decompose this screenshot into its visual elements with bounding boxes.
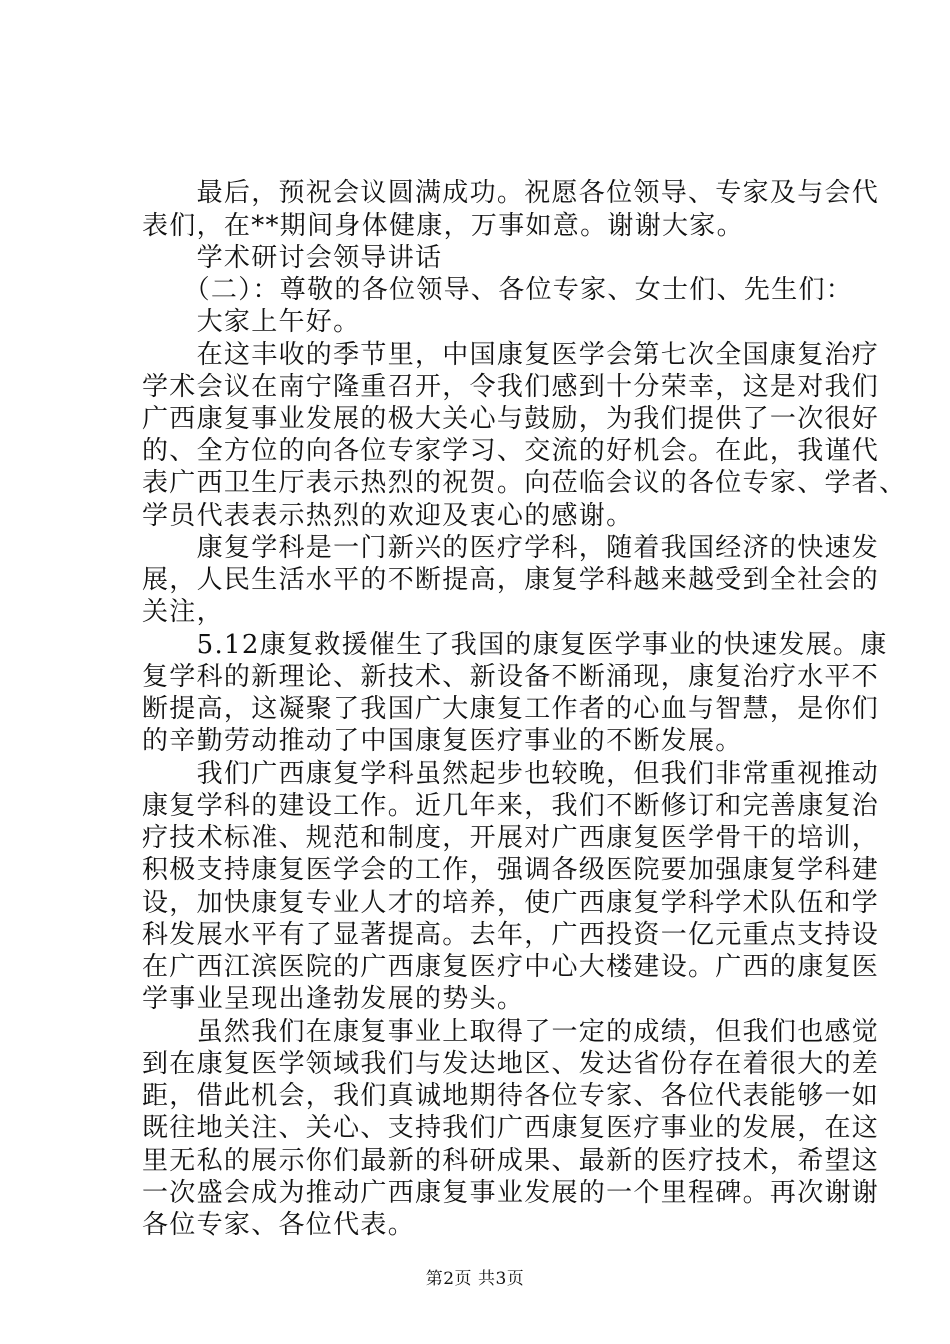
text-line: 积极支持康复医学会的工作，强调各级医院要加强康复学科建: [142, 855, 880, 885]
text-line: 表们，在**期间身体健康，万事如意。谢谢大家。: [142, 211, 744, 241]
page-number-footer: 第2页 共3页: [425, 1269, 525, 1289]
text-line: 学术研讨会领导讲话: [142, 243, 443, 273]
text-line: 展，人民生活水平的不断提高，康复学科越来越受到全社会的: [142, 565, 880, 595]
text-line: 学术会议在南宁隆重召开，令我们感到十分荣幸，这是对我们: [142, 372, 880, 402]
text-line: （二）：尊敬的各位领导、各位专家、女士们、先生们：: [142, 275, 854, 305]
text-line: 虽然我们在康复事业上取得了一定的成绩，但我们也感觉: [142, 1017, 880, 1047]
text-line: 既往地关注、关心、支持我们广西康复医疗事业的发展，在这: [142, 1113, 880, 1143]
text-line: 在这丰收的季节里，中国康复医学会第七次全国康复治疗: [142, 340, 880, 370]
text-line: 关注，: [142, 597, 224, 627]
text-line: 学事业呈现出逢勃发展的势头。: [142, 984, 525, 1014]
text-line: 的、全方位的向各位专家学习、交流的好机会。在此，我谨代: [142, 436, 880, 466]
text-line: 最后，预祝会议圆满成功。祝愿各位领导、专家及与会代: [142, 178, 880, 208]
text-line: 康复学科是一门新兴的医疗学科，随着我国经济的快速发: [142, 533, 880, 563]
text-line: 断提高，这凝聚了我国广大康复工作者的心血与智慧，是你们: [142, 694, 880, 724]
text-line: 科发展水平有了显著提高。去年，广西投资一亿元重点支持设: [142, 920, 880, 950]
text-line: 在广西江滨医院的广西康复医疗中心大楼建设。广西的康复医: [142, 952, 880, 982]
text-line: 各位专家、各位代表。: [142, 1210, 416, 1240]
text-line: 一次盛会成为推动广西康复事业发展的一个里程碑。再次谢谢: [142, 1178, 880, 1208]
text-line: 疗技术标准、规范和制度，开展对广西康复医学骨干的培训，: [142, 823, 880, 853]
text-line: 距，借此机会，我们真诚地期待各位专家、各位代表能够一如: [142, 1081, 880, 1111]
text-line: 学员代表表示热烈的欢迎及衷心的感谢。: [142, 501, 634, 531]
text-line: 的辛勤劳动推动了中国康复医疗事业的不断发展。: [142, 726, 743, 756]
text-line: 里无私的展示你们最新的科研成果、最新的医疗技术，希望这: [142, 1146, 880, 1176]
text-line: 复学科的新理论、新技术、新设备不断涌现，康复治疗水平不: [142, 662, 880, 692]
text-line: 广西康复事业发展的极大关心与鼓励，为我们提供了一次很好: [142, 404, 880, 434]
text-line: 康复学科的建设工作。近几年来，我们不断修订和完善康复治: [142, 791, 880, 821]
text-line: 5.12康复救援催生了我国的康复医学事业的快速发展。康: [142, 630, 888, 660]
text-line: 设，加快康复专业人才的培养，使广西康复学科学术队伍和学: [142, 888, 880, 918]
text-line: 大家上午好。: [142, 307, 361, 337]
text-line: 到在康复医学领域我们与发达地区、发达省份存在着很大的差: [142, 1049, 880, 1079]
text-line: 表广西卫生厅表示热烈的祝贺。向莅临会议的各位专家、学者、: [142, 468, 907, 498]
text-line: 我们广西康复学科虽然起步也较晚，但我们非常重视推动: [142, 759, 880, 789]
